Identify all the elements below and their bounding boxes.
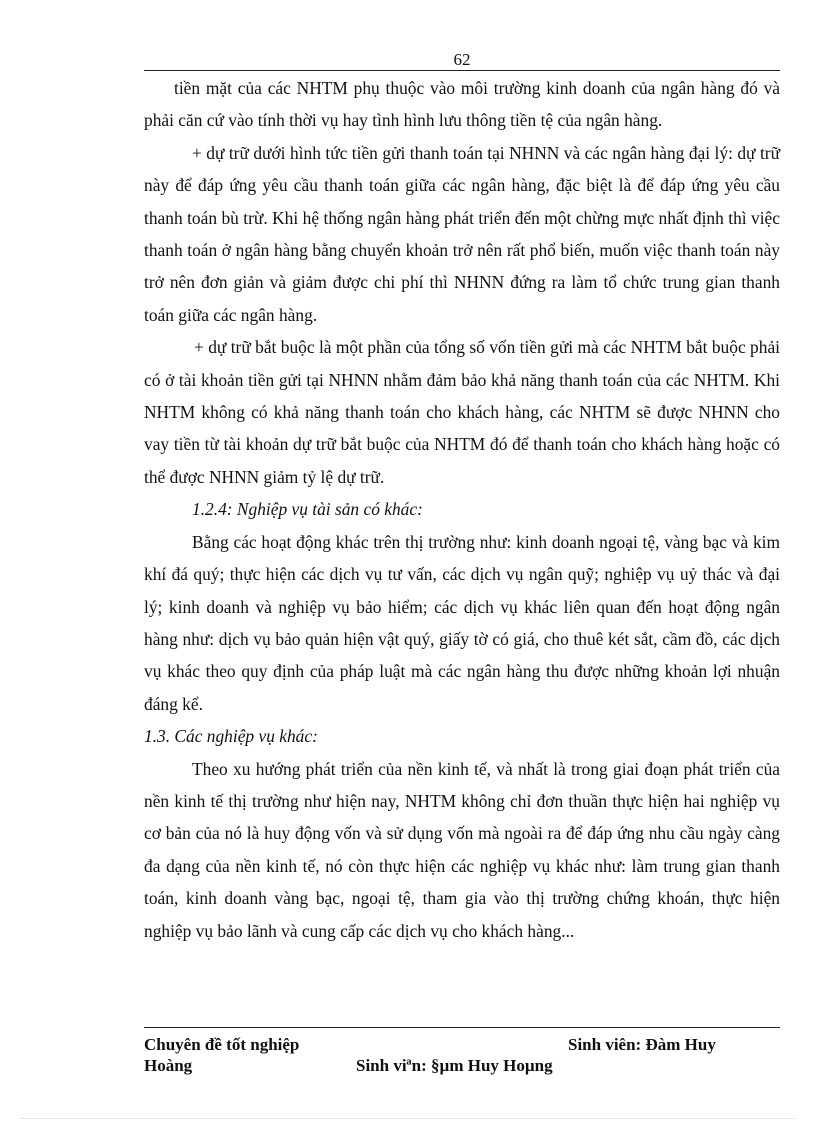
footer-rule <box>144 1027 780 1028</box>
paragraph-other-operations: Theo xu hướng phát triển của nền kinh tế, và nhất là trong giai đoạn phát triển của nền kinh tế thị trường như hiện nay, NHTM không chỉ đơn thuần thực hiện hai nghiệp vụ cơ bản của nó là huy động vốn và sử dụng vốn mà ngoài ra để đáp ứng nhu cầu ngày càng đa dạng của nền kinh tế, nó còn thực hiện các nghiệp vụ khác như: làm trung gian thanh toán, kinh doanh vàng bạc, ngoại tệ, tham gia vào thị trường chứng khoán, thực hiện nghiệp vụ bảo lãnh và cung cấp các dịch vụ cho khách hàng... <box>144 758 780 941</box>
document-body <box>144 72 780 947</box>
footer-student-name-continued: Hoàng <box>144 1056 193 1075</box>
paragraph-cash-reserve: tiền mặt của các NHTM phụ thuộc vào môi trường kinh doanh của ngân hàng đó và phải căn cứ vào tính thời vụ hay tình hình lưu thông tiền tệ của ngân hàng. <box>144 78 780 131</box>
paragraph-payment-deposit-reserve: + dự trữ dưới hình tức tiền gửi thanh toán tại NHNN và các ngân hàng đại lý: dự trữ này để đáp ứng yêu cầu thanh toán giữa các ngân hàng, đặc biệt là để đáp ứng yêu cầu thanh toán bù trừ. Khi hệ thống ngân hàng phát triển đến một chừng mực nhất định thì việc thanh toán ở ngân hàng bằng chuyển khoản trở nên rất phổ biến, muốn việc thanh toán này trở nên đơn giản và giảm được chi phí thì NHNN đứng ra làm tổ chức trung gian thanh toán giữa các ngân hàng. <box>144 142 780 325</box>
heading-1-2-4: 1.2.4: Nghiệp vụ tài sản có khác: <box>192 499 423 520</box>
heading-1-3: 1.3. Các nghiệp vụ khác: <box>144 726 318 747</box>
page-number: 62 <box>453 50 471 69</box>
footer-garbled-student-name: Sinh viªn: §µm Huy Hoµng <box>356 1056 553 1075</box>
footer-student-name: Sinh viên: Đàm Huy <box>568 1035 716 1054</box>
footer-thesis-label: Chuyên đề tốt nghiệp <box>144 1035 300 1054</box>
page-bottom-dotted-line <box>20 1118 796 1119</box>
header-rule <box>144 70 780 71</box>
paragraph-required-reserve: + dự trữ bắt buộc là một phần của tổng số vốn tiền gửi mà các NHTM bắt buộc phải có ở tài khoản tiền gửi tại NHNN nhằm đảm bảo khả năng thanh toán của các NHTM. Khi NHTM không có khả năng thanh toán cho khách hàng, các NHTM sẽ được NHNN cho vay tiền từ tài khoản dự trữ bắt buộc của NHTM đó để thanh toán cho khách hàng hoặc có thể được NHNN giảm tỷ lệ dự trữ. <box>144 337 780 487</box>
paragraph-other-assets: Bằng các hoạt động khác trên thị trường như: kinh doanh ngoại tệ, vàng bạc và kim khí đá quý; thực hiện các dịch vụ tư vấn, các dịch vụ ngân quỹ; nghiệp vụ uỷ thác và đại lý; kinh doanh và nghiệp vụ bảo hiểm; các dịch vụ khác liên quan đến hoạt động ngân hàng như: dịch vụ bảo quản hiện vật quý, giấy tờ có giá, cho thuê két sắt, cầm đồ, các dịch vụ khác theo quy định của pháp luật mà các ngân hàng thu được những khoản lợi nhuận đáng kể. <box>144 531 780 714</box>
